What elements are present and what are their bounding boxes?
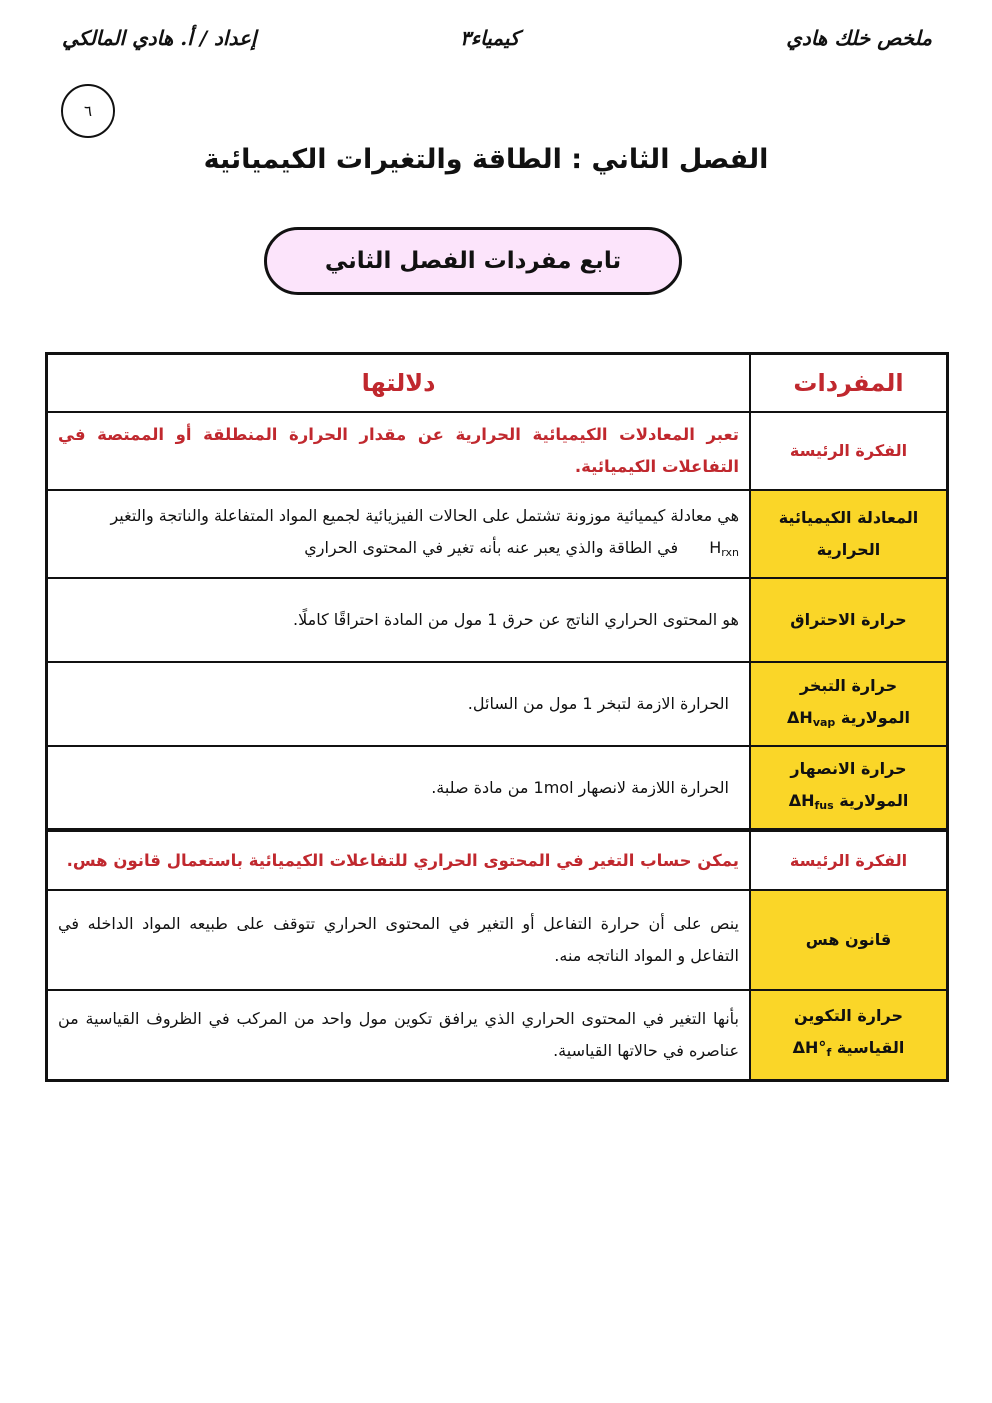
header-term: المفردات [750, 354, 948, 413]
table-row [47, 890, 948, 990]
def-heat-of-combustion: هو المحتوى الحراري الناتج عن حرق 1 مول من المادة احتراقًا كاملًا. [47, 578, 751, 662]
vocabulary-table [45, 352, 949, 1082]
course-name: كيمياء٣ [460, 26, 520, 50]
term-line-1: المعادلة الكيميائية [778, 508, 919, 527]
table-row [47, 830, 948, 890]
page-number: ٦ [61, 84, 115, 138]
enthalpy-symbol: $H_{rxn}$ [709, 537, 739, 559]
def-heat-of-fusion: الحرارة اللازمة لانصهار 1mol من مادة صلبة. [47, 746, 751, 830]
term-line-2: الحرارية [816, 540, 881, 559]
header-meaning: دلالتها [47, 354, 751, 413]
vap-symbol: $\Delta H_{vap}$ [787, 707, 836, 729]
section-label: تابع مفردات الفصل الثاني [264, 227, 682, 295]
def-main-idea-2: يمكن حساب التغير في المحتوى الحراري للتفاعلات الكيميائية باستعمال قانون هس. [47, 830, 751, 890]
fus-symbol: $\Delta H_{fus}$ [788, 791, 834, 812]
def-line-2: $H_{rxn}$ في الطاقة والذي يعبر عنه بأنه تغير في المحتوى الحراري [58, 532, 739, 569]
table-row [47, 578, 948, 662]
def-line-1: هي معادلة كيميائية موزونة تشتمل على الحالات الفيزيائية لجميع المواد المتفاعلة والناتجة والتغير [110, 505, 739, 525]
term-standard-enthalpy-formation: حرارة التكوين القياسية $\Delta H^\circ_f$ [750, 990, 948, 1080]
formation-symbol: $\Delta H^\circ_f$ [792, 1038, 832, 1060]
author-credit: إعداد / أ. هادي المالكي [62, 26, 257, 50]
term-hess-law: قانون هس [750, 890, 948, 990]
table-header-row [47, 354, 948, 413]
table-row [47, 990, 948, 1080]
summary-title: ملخص خلك هادي [786, 26, 932, 50]
term-main-idea-1: الفكرة الرئيسة [750, 412, 948, 490]
def-heat-of-vaporization: الحرارة الازمة لتبخر 1 مول من السائل. [47, 662, 751, 746]
def-thermochemical-equation [47, 490, 751, 578]
table-row [47, 412, 948, 490]
term-main-idea-2: الفكرة الرئيسة [750, 830, 948, 890]
term-heat-of-vaporization: حرارة التبخر المولارية $\Delta H_{vap}$ [750, 662, 948, 746]
def-hess-law: ينص على أن حرارة التفاعل أو التغير في المحتوى الحراري تتوقف على طبيعه المواد الداخله في التفاعل و المواد الناتجه منه. [47, 890, 751, 990]
table-row [47, 746, 948, 830]
def-standard-enthalpy-formation: بأنها التغير في المحتوى الحراري الذي يرافق تكوين مول واحد من المركب في الظروف القياسية من عناصره في حالاتها القياسية. [47, 990, 751, 1080]
term-heat-of-fusion: حرارة الانصهار المولارية $\Delta H_{fus}$ [750, 746, 948, 830]
mol-unit: 1mol [533, 777, 574, 797]
term-heat-of-combustion: حرارة الاحتراق [750, 578, 948, 662]
table-row [47, 662, 948, 746]
table-row [47, 490, 948, 578]
chapter-title: الفصل الثاني : الطاقة والتغيرات الكيميائية [203, 144, 769, 175]
def-main-idea-1: تعبر المعادلات الكيميائية الحرارية عن مقدار الحرارة المنطلقة أو الممتصة في التفاعلات الكيميائية. [47, 412, 751, 490]
term-thermochemical-equation [750, 490, 948, 578]
